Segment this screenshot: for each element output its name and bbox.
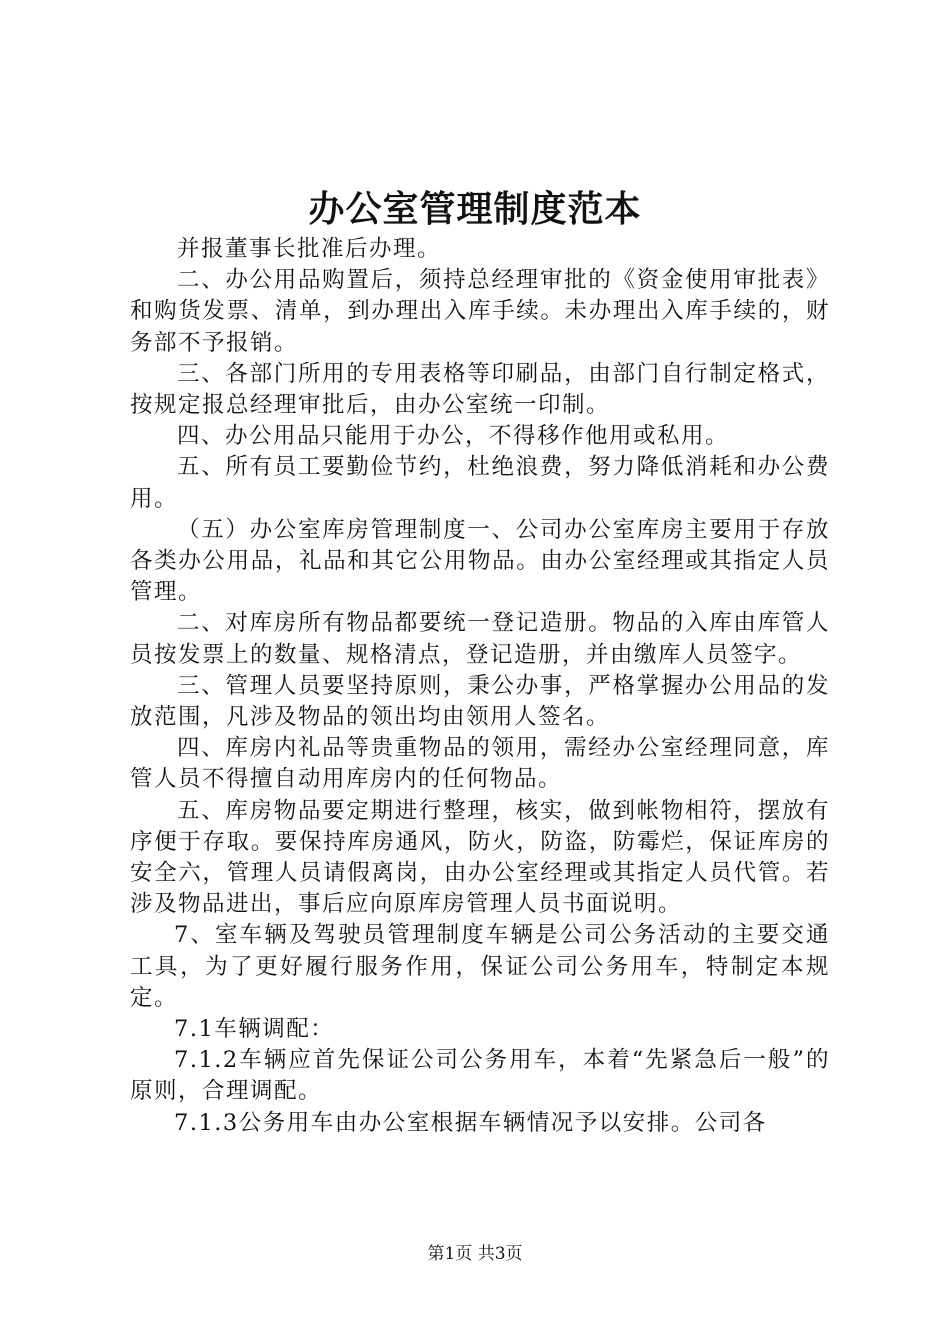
paragraph: 7.1.3公务用车由办公室根据车辆情况予以安排。公司各: [174, 1109, 767, 1136]
paragraph: 7.1车辆调配：: [174, 1016, 335, 1043]
paragraph: 四、办公用品只能用于办公，不得移作他用或私用。: [177, 423, 730, 450]
paragraph: 三、管理人员要坚持原则，秉公办事，严格掌握办公用品的发放范围，凡涉及物品的领出均由领用人签名。: [130, 672, 830, 731]
page-footer: 第1页 共3页: [427, 1244, 523, 1264]
paragraph: 并报董事长批准后办理。: [177, 236, 442, 262]
document-title: 办公室管理制度范本: [308, 188, 642, 230]
paragraph: 三、各部门所用的专用表格等印刷品，由部门自行制定格式，按规定报总经理审批后，由办公室统一印制。: [130, 360, 830, 419]
paragraph: 7.1.2车辆应首先保证公司公务用车，本着“先紧急后一般”的原则，合理调配。: [130, 1047, 830, 1105]
paragraph: 二、办公用品购置后，须持总经理审批的《资金使用审批表》和购货发票、清单，到办理出入库手续。未办理出入库手续的，财务部不予报销。: [130, 267, 830, 356]
document-body: [130, 234, 830, 1139]
paragraph: 二、对库房所有物品都要统一登记造册。物品的入库由库管人员按发票上的数量、规格清点，登记造册，并由缴库人员签字。: [130, 610, 830, 668]
paragraph: 五、所有员工要勤俭节约，杜绝浪费，努力降低消耗和办公费用。: [130, 454, 830, 512]
paragraph: 四、库房内礼品等贵重物品的领用，需经办公室经理同意，库管人员不得擅自动用库房内的任何物品。: [130, 735, 830, 793]
paragraph: （五）办公室库房管理制度一、公司办公室库房主要用于存放各类办公用品，礼品和其它公用物品。由办公室经理或其指定人员管理。: [130, 516, 830, 606]
paragraph: 五、库房物品要定期进行整理，核实，做到帐物相符，摆放有序便于存取。要保持库房通风，防火，防盗，防霉烂，保证库房的安全六，管理人员请假离岗，由办公室经理或其指定人员代管。若涉及物品进出，事后应向原库房管理人员书面说明。: [130, 797, 830, 918]
paragraph: 7、室车辆及驾驶员管理制度车辆是公司公务活动的主要交通工具，为了更好履行服务作用，保证公司公务用车，特制定本规定。: [130, 922, 830, 1011]
